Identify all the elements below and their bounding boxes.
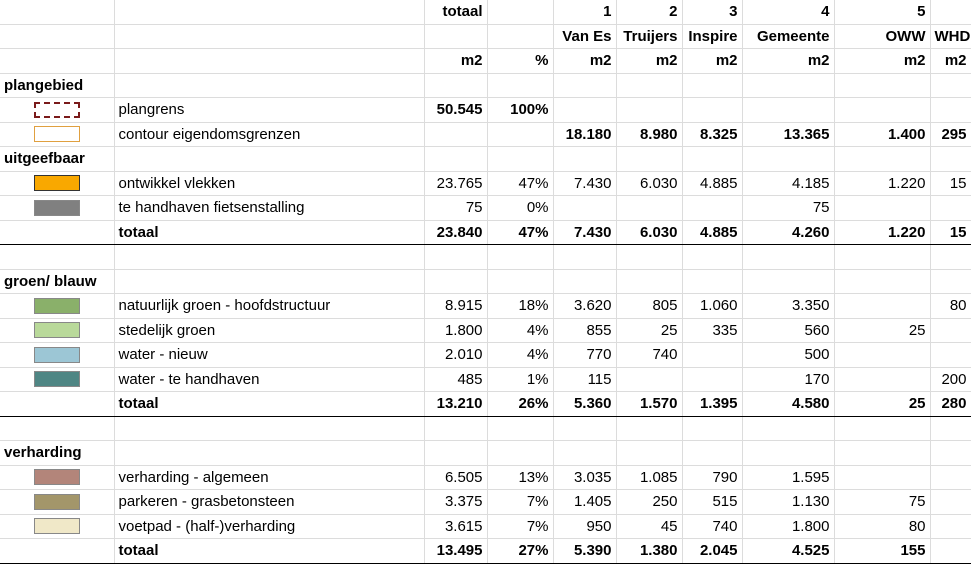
legend-swatch-cell bbox=[0, 171, 114, 196]
empty-cell bbox=[487, 245, 553, 270]
value-cell: 1.595 bbox=[742, 465, 834, 490]
value-cell: 75 bbox=[742, 196, 834, 221]
header-cell: m2 bbox=[616, 49, 682, 74]
empty-cell bbox=[424, 147, 487, 172]
empty-cell bbox=[682, 245, 742, 270]
value-cell bbox=[682, 98, 742, 123]
value-cell: 4% bbox=[487, 318, 553, 343]
value-cell bbox=[930, 490, 971, 515]
empty-cell bbox=[114, 73, 424, 98]
legend-swatch-cell bbox=[0, 318, 114, 343]
empty-cell bbox=[553, 441, 616, 466]
value-cell: 1.130 bbox=[742, 490, 834, 515]
value-cell: 15 bbox=[930, 171, 971, 196]
empty-cell bbox=[742, 416, 834, 441]
value-cell: 7% bbox=[487, 490, 553, 515]
value-cell: 335 bbox=[682, 318, 742, 343]
value-cell: 7.430 bbox=[553, 171, 616, 196]
value-cell: 1.220 bbox=[834, 171, 930, 196]
value-cell bbox=[834, 98, 930, 123]
empty-cell bbox=[682, 441, 742, 466]
value-cell: 485 bbox=[424, 367, 487, 392]
empty-cell bbox=[553, 416, 616, 441]
value-cell: 1.800 bbox=[424, 318, 487, 343]
empty-cell bbox=[742, 441, 834, 466]
value-cell: 47% bbox=[487, 171, 553, 196]
legend-swatch-cell bbox=[0, 514, 114, 539]
header-cell bbox=[487, 24, 553, 49]
section-row bbox=[0, 269, 971, 294]
empty-cell bbox=[930, 245, 971, 270]
empty-cell bbox=[742, 147, 834, 172]
contour-swatch bbox=[34, 126, 80, 142]
section-title: plangebied bbox=[0, 73, 114, 98]
table-row bbox=[0, 196, 971, 221]
header-cell: 3 bbox=[682, 0, 742, 24]
empty-cell bbox=[487, 73, 553, 98]
legend-swatch-cell bbox=[0, 294, 114, 319]
value-cell: 6.505 bbox=[424, 465, 487, 490]
value-cell: 805 bbox=[616, 294, 682, 319]
value-cell: 27% bbox=[487, 539, 553, 564]
empty-cell bbox=[834, 73, 930, 98]
empty-cell bbox=[487, 147, 553, 172]
value-cell: 515 bbox=[682, 490, 742, 515]
header-cell: m2 bbox=[742, 49, 834, 74]
empty-cell bbox=[487, 416, 553, 441]
header-cell: m2 bbox=[834, 49, 930, 74]
value-cell: 15 bbox=[930, 220, 971, 245]
row-label: verharding - algemeen bbox=[114, 465, 424, 490]
section-title: groen/ blauw bbox=[0, 269, 114, 294]
empty-cell bbox=[682, 73, 742, 98]
empty-cell bbox=[114, 269, 424, 294]
value-cell: 7.430 bbox=[553, 220, 616, 245]
table-row bbox=[0, 318, 971, 343]
value-cell: 1.380 bbox=[616, 539, 682, 564]
value-cell bbox=[553, 196, 616, 221]
row-label: parkeren - grasbetonsteen bbox=[114, 490, 424, 515]
value-cell bbox=[930, 318, 971, 343]
header-row bbox=[0, 49, 971, 74]
header-cell bbox=[487, 0, 553, 24]
header-cell: WHD bbox=[930, 24, 971, 49]
value-cell: 4.185 bbox=[742, 171, 834, 196]
header-cell: % bbox=[487, 49, 553, 74]
empty-cell bbox=[834, 147, 930, 172]
header-cell: m2 bbox=[930, 49, 971, 74]
section-row bbox=[0, 147, 971, 172]
table-row bbox=[0, 294, 971, 319]
value-cell: 1% bbox=[487, 367, 553, 392]
value-cell: 25 bbox=[834, 318, 930, 343]
value-cell: 4.885 bbox=[682, 171, 742, 196]
empty-cell bbox=[616, 416, 682, 441]
value-cell bbox=[930, 196, 971, 221]
empty-cell bbox=[834, 441, 930, 466]
value-cell: 26% bbox=[487, 392, 553, 417]
row-label: te handhaven fietsenstalling bbox=[114, 196, 424, 221]
total-row bbox=[0, 539, 971, 564]
empty-cell bbox=[834, 416, 930, 441]
table-row bbox=[0, 514, 971, 539]
empty-cell bbox=[114, 441, 424, 466]
value-cell bbox=[930, 539, 971, 564]
header-cell bbox=[114, 49, 424, 74]
value-cell: 155 bbox=[834, 539, 930, 564]
empty-cell bbox=[487, 441, 553, 466]
value-cell bbox=[682, 196, 742, 221]
header-cell bbox=[930, 0, 971, 24]
value-cell: 500 bbox=[742, 343, 834, 368]
header-cell bbox=[114, 0, 424, 24]
value-cell: 23.840 bbox=[424, 220, 487, 245]
legend-swatch bbox=[34, 347, 80, 363]
table-row bbox=[0, 465, 971, 490]
value-cell: 3.615 bbox=[424, 514, 487, 539]
legend-swatch bbox=[34, 371, 80, 387]
value-cell: 200 bbox=[930, 367, 971, 392]
legend-swatch-cell bbox=[0, 539, 114, 564]
empty-cell bbox=[682, 416, 742, 441]
legend-swatch bbox=[34, 469, 80, 485]
value-cell: 75 bbox=[424, 196, 487, 221]
value-cell: 13% bbox=[487, 465, 553, 490]
value-cell bbox=[616, 98, 682, 123]
legend-swatch-cell bbox=[0, 343, 114, 368]
empty-cell bbox=[682, 147, 742, 172]
value-cell bbox=[930, 514, 971, 539]
value-cell bbox=[930, 98, 971, 123]
value-cell: 1.395 bbox=[682, 392, 742, 417]
empty-cell bbox=[742, 269, 834, 294]
row-label: totaal bbox=[114, 220, 424, 245]
empty-cell bbox=[424, 73, 487, 98]
legend-swatch-cell bbox=[0, 196, 114, 221]
value-cell: 295 bbox=[930, 122, 971, 147]
legend-swatch bbox=[34, 175, 80, 191]
value-cell: 13.495 bbox=[424, 539, 487, 564]
value-cell: 45 bbox=[616, 514, 682, 539]
value-cell: 1.800 bbox=[742, 514, 834, 539]
value-cell bbox=[487, 122, 553, 147]
value-cell: 0% bbox=[487, 196, 553, 221]
empty-cell bbox=[424, 416, 487, 441]
row-label: ontwikkel vlekken bbox=[114, 171, 424, 196]
value-cell: 4% bbox=[487, 343, 553, 368]
value-cell: 80 bbox=[930, 294, 971, 319]
empty-cell bbox=[616, 245, 682, 270]
value-cell: 5.360 bbox=[553, 392, 616, 417]
value-cell: 1.060 bbox=[682, 294, 742, 319]
value-cell bbox=[834, 294, 930, 319]
row-label: stedelijk groen bbox=[114, 318, 424, 343]
section-row bbox=[0, 73, 971, 98]
empty-cell bbox=[487, 269, 553, 294]
value-cell: 4.885 bbox=[682, 220, 742, 245]
value-cell: 100% bbox=[487, 98, 553, 123]
value-cell: 2.045 bbox=[682, 539, 742, 564]
value-cell: 25 bbox=[616, 318, 682, 343]
table-row bbox=[0, 343, 971, 368]
row-label: water - nieuw bbox=[114, 343, 424, 368]
row-label: water - te handhaven bbox=[114, 367, 424, 392]
value-cell bbox=[834, 367, 930, 392]
value-cell bbox=[616, 367, 682, 392]
value-cell bbox=[742, 98, 834, 123]
spacer-row bbox=[0, 245, 971, 270]
legend-swatch-cell bbox=[0, 98, 114, 123]
value-cell: 3.620 bbox=[553, 294, 616, 319]
empty-cell bbox=[0, 245, 114, 270]
empty-cell bbox=[930, 73, 971, 98]
value-cell: 23.765 bbox=[424, 171, 487, 196]
empty-cell bbox=[616, 441, 682, 466]
empty-cell bbox=[930, 416, 971, 441]
value-cell bbox=[834, 465, 930, 490]
value-cell bbox=[424, 122, 487, 147]
empty-cell bbox=[616, 269, 682, 294]
value-cell: 18.180 bbox=[553, 122, 616, 147]
total-row bbox=[0, 220, 971, 245]
header-cell: Inspire bbox=[682, 24, 742, 49]
empty-cell bbox=[114, 416, 424, 441]
value-cell: 13.210 bbox=[424, 392, 487, 417]
empty-cell bbox=[834, 269, 930, 294]
empty-cell bbox=[114, 147, 424, 172]
header-cell bbox=[0, 0, 114, 24]
value-cell: 170 bbox=[742, 367, 834, 392]
table-row bbox=[0, 122, 971, 147]
empty-cell bbox=[553, 269, 616, 294]
value-cell: 250 bbox=[616, 490, 682, 515]
value-cell: 1.085 bbox=[616, 465, 682, 490]
header-cell bbox=[114, 24, 424, 49]
header-cell: 5 bbox=[834, 0, 930, 24]
value-cell: 3.375 bbox=[424, 490, 487, 515]
value-cell: 6.030 bbox=[616, 171, 682, 196]
row-label: totaal bbox=[114, 539, 424, 564]
empty-cell bbox=[424, 269, 487, 294]
empty-cell bbox=[682, 269, 742, 294]
empty-cell bbox=[616, 73, 682, 98]
empty-cell bbox=[834, 245, 930, 270]
empty-cell bbox=[114, 245, 424, 270]
legend-swatch bbox=[34, 518, 80, 534]
value-cell: 1.405 bbox=[553, 490, 616, 515]
legend-swatch bbox=[34, 298, 80, 314]
header-cell: 1 bbox=[553, 0, 616, 24]
value-cell: 1.220 bbox=[834, 220, 930, 245]
header-cell: 4 bbox=[742, 0, 834, 24]
header-cell: Truijers bbox=[616, 24, 682, 49]
value-cell: 13.365 bbox=[742, 122, 834, 147]
header-cell: m2 bbox=[424, 49, 487, 74]
table-row bbox=[0, 98, 971, 123]
value-cell bbox=[930, 343, 971, 368]
value-cell: 7% bbox=[487, 514, 553, 539]
legend-swatch-cell bbox=[0, 367, 114, 392]
empty-cell bbox=[616, 147, 682, 172]
legend-swatch-cell bbox=[0, 490, 114, 515]
value-cell: 6.030 bbox=[616, 220, 682, 245]
section-row bbox=[0, 441, 971, 466]
table-row bbox=[0, 171, 971, 196]
empty-cell bbox=[424, 245, 487, 270]
header-cell: 2 bbox=[616, 0, 682, 24]
section-title: verharding bbox=[0, 441, 114, 466]
row-label: plangrens bbox=[114, 98, 424, 123]
header-cell: m2 bbox=[682, 49, 742, 74]
empty-cell bbox=[930, 147, 971, 172]
section-title: uitgeefbaar bbox=[0, 147, 114, 172]
row-label: contour eigendomsgrenzen bbox=[114, 122, 424, 147]
value-cell: 75 bbox=[834, 490, 930, 515]
value-cell bbox=[930, 465, 971, 490]
header-cell: totaal bbox=[424, 0, 487, 24]
value-cell bbox=[682, 343, 742, 368]
plangrens-swatch bbox=[34, 102, 80, 118]
legend-swatch-cell bbox=[0, 122, 114, 147]
value-cell: 25 bbox=[834, 392, 930, 417]
value-cell: 8.980 bbox=[616, 122, 682, 147]
header-cell: OWW bbox=[834, 24, 930, 49]
value-cell bbox=[682, 367, 742, 392]
header-cell bbox=[0, 24, 114, 49]
total-row bbox=[0, 392, 971, 417]
value-cell bbox=[553, 98, 616, 123]
value-cell bbox=[616, 196, 682, 221]
value-cell: 115 bbox=[553, 367, 616, 392]
legend-swatch bbox=[34, 322, 80, 338]
header-cell: m2 bbox=[553, 49, 616, 74]
header-cell: Gemeente bbox=[742, 24, 834, 49]
header-row bbox=[0, 0, 971, 24]
value-cell: 770 bbox=[553, 343, 616, 368]
empty-cell bbox=[553, 73, 616, 98]
empty-cell bbox=[742, 73, 834, 98]
value-cell: 50.545 bbox=[424, 98, 487, 123]
value-cell: 4.525 bbox=[742, 539, 834, 564]
legend-swatch-cell bbox=[0, 220, 114, 245]
row-label: natuurlijk groen - hoofdstructuur bbox=[114, 294, 424, 319]
table-row bbox=[0, 490, 971, 515]
legend-swatch bbox=[34, 200, 80, 216]
value-cell: 855 bbox=[553, 318, 616, 343]
header-cell bbox=[0, 49, 114, 74]
header-row bbox=[0, 24, 971, 49]
value-cell: 950 bbox=[553, 514, 616, 539]
value-cell: 790 bbox=[682, 465, 742, 490]
table-row bbox=[0, 367, 971, 392]
value-cell bbox=[834, 196, 930, 221]
value-cell: 4.580 bbox=[742, 392, 834, 417]
value-cell: 8.915 bbox=[424, 294, 487, 319]
value-cell: 4.260 bbox=[742, 220, 834, 245]
empty-cell bbox=[553, 147, 616, 172]
legend-swatch-cell bbox=[0, 465, 114, 490]
value-cell: 740 bbox=[616, 343, 682, 368]
empty-cell bbox=[930, 441, 971, 466]
header-cell: Van Es bbox=[553, 24, 616, 49]
row-label: totaal bbox=[114, 392, 424, 417]
legend-swatch-cell bbox=[0, 392, 114, 417]
value-cell: 3.350 bbox=[742, 294, 834, 319]
header-cell bbox=[424, 24, 487, 49]
value-cell: 1.400 bbox=[834, 122, 930, 147]
value-cell: 2.010 bbox=[424, 343, 487, 368]
value-cell: 80 bbox=[834, 514, 930, 539]
empty-cell bbox=[742, 245, 834, 270]
empty-cell bbox=[553, 245, 616, 270]
value-cell: 47% bbox=[487, 220, 553, 245]
value-cell: 1.570 bbox=[616, 392, 682, 417]
legend-swatch bbox=[34, 494, 80, 510]
value-cell: 740 bbox=[682, 514, 742, 539]
value-cell: 3.035 bbox=[553, 465, 616, 490]
empty-cell bbox=[0, 416, 114, 441]
value-cell: 18% bbox=[487, 294, 553, 319]
empty-cell bbox=[424, 441, 487, 466]
value-cell bbox=[834, 343, 930, 368]
row-label: voetpad - (half-)verharding bbox=[114, 514, 424, 539]
value-cell: 8.325 bbox=[682, 122, 742, 147]
value-cell: 560 bbox=[742, 318, 834, 343]
spacer-row bbox=[0, 416, 971, 441]
empty-cell bbox=[930, 269, 971, 294]
value-cell: 5.390 bbox=[553, 539, 616, 564]
value-cell: 280 bbox=[930, 392, 971, 417]
